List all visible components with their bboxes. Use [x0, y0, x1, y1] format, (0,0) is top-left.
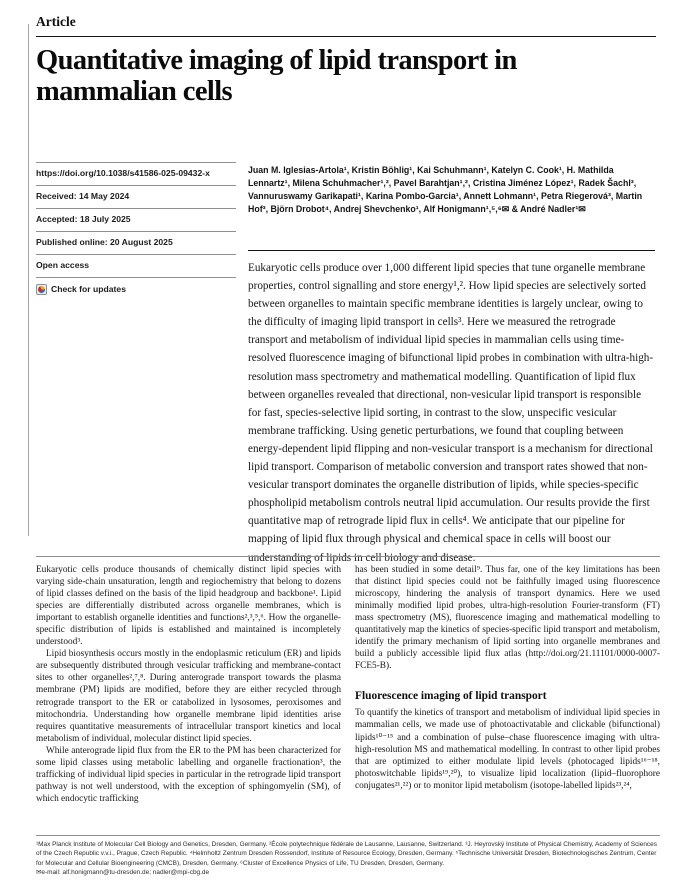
affiliations-text: ¹Max Planck Institute of Molecular Cell Biology and Genetics, Dresden, Germany. ²École polytechnique fédérale de Lausanne, Lausanne, Switzerland. ³J. Heyrovský Institute of Physical Chemistry, Academy of Sciences of the Czech Republic v.v.i., Prague, Czech Republic. ⁴Helmholtz Zentrum Dresden Rossendorf, Institute of Resource Ecology, Dresden, Germany. ⁵Technische Universität Dresden, Biotechnologisches Zentrum, Center for Molecular and Cellular Bioengineering (CMCB), Dresden, Germany. ⁶Cluster of Excellence Physics of Life, TU Dresden, Dresden, Germany.: [36, 841, 657, 867]
abstract-body-divider: [36, 556, 660, 557]
footnotes: [36, 840, 660, 877]
check-for-updates-label: Check for updates: [51, 284, 126, 294]
body-paragraph: To quantify the kinetics of transport and metabolism of individual lipid species in mammalian cells, we made use of photoactivatable and clickable (bifunctional) lipids¹⁰⁻¹⁵ and a combination of pulse–chase fluorescence imaging with ultra-high-resolution MS and mathematical modelling. In contrast to other lipid probes that are optimized to either modulate lipid levels (photocaged lipids¹⁶⁻¹⁸, photoswitchable lipids¹⁹,²⁰), to visualize lipid localization (lipid–fluorophore conjugates²¹,²²) or to monitor lipid metabolism (isotope-labelled lipids²³,²⁴,: [355, 708, 660, 791]
article-body: [36, 564, 660, 805]
article-type-label: Article: [36, 13, 656, 37]
article-header: [36, 13, 656, 107]
author-list: Juan M. Iglesias-Artola¹, Kristin Böhlig¹, Kai Schuhmann¹, Katelyn C. Cook¹, H. Mathilda Lennartz¹, Milena Schuhmacher¹,², Pavel Barahtjan¹,², Cristina Jiménez López¹, Radek Šachl³, Vannuruswamy Garikapati¹, Karina Pombo-Garcia¹, Annett Lohmann¹, Petra Riegerová³, Martin Hof³, Björn Drobot⁴, Andrej Shevchenko¹, Alf Honigmann¹,⁵,⁶✉ & André Nadler¹✉: [248, 165, 643, 214]
doi-link[interactable]: https://doi.org/10.1038/s41586-025-09432-x: [36, 162, 236, 185]
email-links[interactable]: ✉e-mail: alf.honigmann@tu-dresden.de; nadler@mpi-cbg.de: [36, 868, 210, 876]
body-paragraph: has been studied in some detail⁹. Thus far, one of the key limitations has been that distinct lipid species could not be faithfully imaged using fluorescence microscopy, hindering the analysis of transport dynamics. Here we used minimally modified lipid probes, ultra-high-resolution Fourier-transform (FT) mass spectrometry (MS), fluorescence imaging and mathematical modelling to quantitatively map the kinetics of species-specific lipid transport and metabolism, identify the primary mechanism of lipid sorting into organelle membranes and build a publicly accessible lipid flux atlas (http://doi.org/21.11101/0000-0007-FCE5-B).: [355, 565, 660, 672]
body-left-column: [36, 564, 341, 805]
body-paragraph: Lipid biosynthesis occurs mostly in the endoplasmic reticulum (ER) and lipids are subsequently distributed through vesicular trafficking and membrane-contact sites to other organelles²,⁷,⁸. During anterograde transport towards the plasma membrane (PM) lipids are modified, before they are either recycled through retrograde transport to the ER or catabolized in lysosomes, peroxisomes and mitochondria. Understanding how organelle membrane lipid identities arise requires quantitative measurements of intracellular transport kinetics and local metabolism of individual, molecular distinct lipid species.: [36, 649, 341, 744]
section-heading-fluorescence-imaging: Fluorescence imaging of lipid transport: [355, 690, 547, 703]
left-margin-rule: [28, 24, 29, 536]
body-paragraph: Eukaryotic cells produce thousands of chemically distinct lipid species with varying side-chain unsaturation, length and regiochemistry that belong to dozens of lipid classes defined on the basis of the lipid headgroup and backbone¹. Lipid species are differentially distributed across organelle membranes, which is important to establish organelle identities and functions²,³,⁵,⁶. How the organelle-specific distribution of lipids is established and maintained is incompletely understood³.: [36, 565, 341, 648]
open-access-label: Open access: [36, 254, 236, 277]
received-date: Received: 14 May 2024: [36, 185, 236, 208]
footnote-divider: [36, 835, 660, 836]
body-paragraph: While anterograde lipid flux from the ER to the PM has been characterized for some lipid classes using metabolic labelling and organelle fractionation³, the trafficking of individual lipid species in particular in the retrograde lipid transport pathway is not well understood, with the exception of sphingomyelin (SM), of which endocytic trafficking: [36, 745, 341, 804]
accepted-date: Accepted: 18 July 2025: [36, 208, 236, 231]
check-for-updates-button[interactable]: [36, 277, 236, 302]
abstract: Eukaryotic cells produce over 1,000 different lipid species that tune organelle membrane properties, control signalling and store energy¹,². How lipid species are selectively sorted between organelles to maintain specific membrane identities is largely unclear, owing to the difficulty of imaging lipid transport in cells³. Here we measured the retrograde transport and metabolism of individual lipid species in mammalian cells using time-resolved fluorescence imaging of bifunctional lipid probes in combination with ultra-high-resolution mass spectrometry and mathematical modelling. Quantification of lipid flux between organelles revealed that directional, non-vesicular lipid transport is responsible for fast, species-selective lipid sorting, in contrast to the slow, unspecific vesicular membrane trafficking. Using genetic perturbations, we found that coupling between energy-dependent lipid flipping and non-vesicular transport is a mechanism for directional lipid transport. Comparison of metabolic conversion and transport rates showed that non-vesicular transport dominates the organelle distribution of lipids, while species-specific phospholipid metabolism controls neutral lipid accumulation. Our results provide the first quantitative map of retrograde lipid flux in cells⁴. We anticipate that our pipeline for mapping of lipid flux through physical and chemical space in cells will boost our understanding of lipids in cell biology and disease.: [248, 250, 655, 567]
metadata-panel: [36, 162, 236, 302]
published-date: Published online: 20 August 2025: [36, 231, 236, 254]
body-right-column: [355, 564, 660, 805]
crossmark-icon: [36, 284, 47, 295]
page-title: Quantitative imaging of lipid transport in mammalian cells: [36, 45, 517, 107]
